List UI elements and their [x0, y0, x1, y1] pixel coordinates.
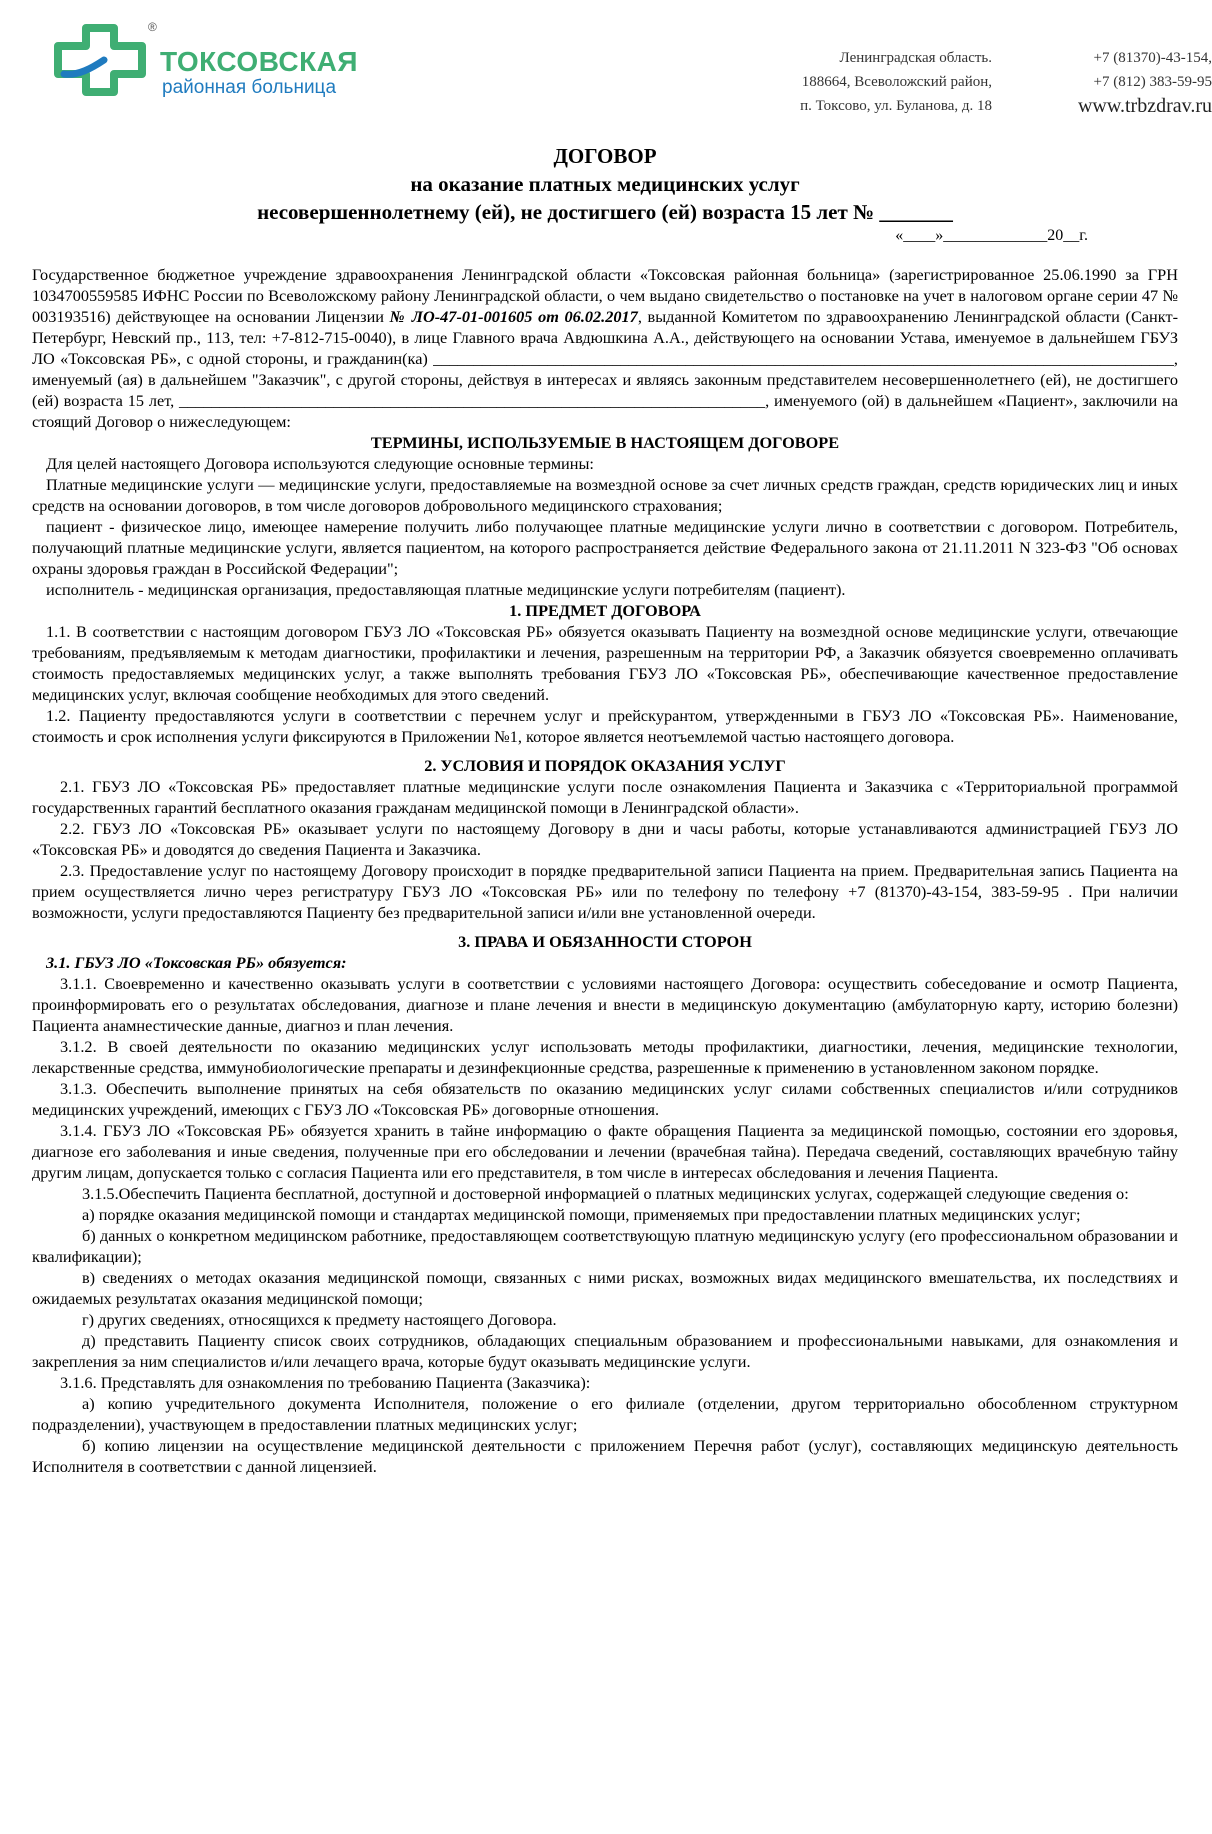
hospital-contacts: [1022, 46, 1212, 118]
list-item: г) других сведениях, относящихся к предмету настоящего Договора.: [82, 1310, 557, 1329]
contract-date: «____»_____________20__г.: [895, 227, 1088, 244]
title-line: несовершеннолетнему (ей), не достигшего (ей) возраста 15 лет № _______: [257, 200, 953, 224]
clause-3-1-6: 3.1.6. Представлять для ознакомления по требованию Пациента (Заказчика):: [60, 1373, 591, 1392]
clause-3-1-2: 3.1.2. В своей деятельности по оказанию медицинских услуг использовать методы профилактики, диагностики, лечения, медицинские технологии, лекарственные средства, иммунобиологические препараты и дезинфекционные средства, разрешенные к применению в установленном законом порядке.: [32, 1037, 1178, 1077]
intro-paragraph: Государственное бюджетное учреждение здравоохранения Ленинградской области «Токсовская районная больница» (зарегистрированное 25.06.1990 за ГРН 1034700559585 ИФНС России по Всеволожскому району Ленинградской области, о чем выдано свидетельство о постановке на учет в налоговом органе серии 47 № 003193516) действующее на основании Лицензии № ЛО-47-01-001605 от 06.02.2017, выданной Комитетом по здравоохранению Ленинградской области (Санкт-Петербург, Невский пр., 113, тел: +7-812-715-0040), в лице Главного врача Авдюшкина А.А., действующего на основании Устава, именуемое в дальнейшем ГБУЗ ЛО «Токсовская РБ», с одной стороны, и гражданин(ка) ___________________________________________________________________________________________, именуемый (ая) в дальнейшем "Заказчик", с другой стороны, действуя в интересах и являясь законным представителем несовершеннолетнего (ей), не достигшего (ей) возраста 15 лет, ________________________________________________________________________, именуемого (ой) в дальнейшем «Пациент», заключили на стоящий Договор о нижеследующем:: [32, 265, 1178, 431]
clause-1-1: 1.1. В соответствии с настоящим договором ГБУЗ ЛО «Токсовская РБ» обязуется оказывать Пациенту на возмездной основе медицинские услуги, отвечающие требованиям, предъявляемым к методам диагностики, профилактики и лечения, разрешенным на территории РФ, а Заказчик обязуется своевременно оплачивать стоимость предоставляемых медицинских услуг, а также выполнять требования ГБУЗ ЛО «Токсовская РБ», обеспечивающие качественное предоставление медицинских услуг, включая сообщение необходимых для этого сведений.: [32, 622, 1178, 704]
clause-3-1-5: 3.1.5.Обеспечить Пациента бесплатной, доступной и достоверной информацией о платных медицинских услугах, содержащей следующие сведения о:: [82, 1184, 1129, 1203]
registered-mark: ®: [148, 20, 157, 34]
list-item: д) представить Пациенту список своих сотрудников, обладающих специальным образованием и профессиональными навыками, для ознакомления и закрепления за ним специалистов и/или лечащего врача, которые будут оказывать медицинские услуги.: [32, 1331, 1178, 1371]
terms-heading: ТЕРМИНЫ, ИСПОЛЬЗУЕМЫЕ В НАСТОЯЩЕМ ДОГОВОРЕ: [370, 433, 840, 452]
document-title: [32, 142, 1178, 226]
hospital-address: [692, 46, 992, 118]
letterhead: [32, 0, 1212, 120]
list-item: а) порядке оказания медицинской помощи и стандартах медицинской помощи, применяемых при предоставлении платных медицинских услуг;: [82, 1205, 1081, 1224]
list-item: б) копию лицензии на осуществление медицинской деятельности с приложением Перечня работ (услуг), составляющих медицинскую деятельность Исполнителя в соответствии с данной лицензией.: [32, 1436, 1178, 1476]
section-3-1-subheading: 3.1. ГБУЗ ЛО «Токсовская РБ» обязуется:: [46, 953, 347, 972]
terms-paragraph: пациент - физическое лицо, имеющее намерение получить либо получающее платные медицинские услуги лично в соответствии с договором. Потребитель, получающий платные медицинские услуги, является пациентом, на которого распространяется действие Федерального закона от 21.11.2011 N 323-ФЗ "Об основах охраны здоровья граждан в Российской Федерации";: [32, 517, 1178, 578]
clause-2-1: 2.1. ГБУЗ ЛО «Токсовская РБ» предоставляет платные медицинские услуги после ознакомления Пациента и Заказчика с «Территориальной программой государственных гарантий бесплатного оказания гражданам медицинской помощи в Ленинградской области».: [32, 777, 1178, 817]
clause-2-2: 2.2. ГБУЗ ЛО «Токсовская РБ» оказывает услуги по настоящему Договору в дни и часы работы, которые устанавливаются администрацией ГБУЗ ЛО «Токсовская РБ» и доводятся до сведения Пациента и Заказчика.: [32, 819, 1178, 859]
address-line: Ленинградская область.: [839, 50, 992, 66]
section-1-heading: 1. ПРЕДМЕТ ДОГОВОРА: [509, 601, 701, 620]
website-link[interactable]: www.trbzdrav.ru: [1077, 95, 1212, 117]
list-item: а) копию учредительного документа Исполнителя, положение о его филиале (отделении, другом территориально обособленном структурном подразделении), участвующем в предоставлении платных медицинских услуг;: [32, 1394, 1178, 1434]
contract-body: [32, 264, 1178, 1477]
phone-number: +7 (812) 383-59-95: [1093, 74, 1212, 90]
medical-cross-icon: [52, 24, 148, 96]
clause-3-1-4: 3.1.4. ГБУЗ ЛО «Токсовская РБ» обязуется хранить в тайне информацию о факте обращения Пациента за медицинской помощью, состоянии его здоровья, диагнозе его заболевания и иные сведения, полученные при его обследовании и лечении (врачебная тайна). Передача сведений, составляющих врачебную тайну другим лицам, допускается только с согласия Пациента или его представителя, в том числе в интересах обследования и лечения Пациента.: [32, 1121, 1178, 1182]
address-line: п. Токсово, ул. Буланова, д. 18: [800, 98, 992, 114]
title-line: на оказание платных медицинских услуг: [410, 172, 800, 196]
title-line: ДОГОВОР: [553, 144, 657, 168]
hospital-logo: [52, 20, 392, 100]
list-item: в) сведениях о методах оказания медицинской помощи, связанных с ними рисках, возможных видах медицинского вмешательства, их последствиях и ожидаемых результатах оказания медицинской помощи;: [32, 1268, 1178, 1308]
clause-2-3: 2.3. Предоставление услуг по настоящему Договору происходит в порядке предварительной записи Пациента на прием. Предварительная запись Пациента на прием осуществляется лично через регистратуру ГБУЗ ЛО «Токсовская РБ» или по телефону по телефону +7 (81370)-43-154, 383-59-95 . При наличии возможности, услуги предоставляются Пациенту без предварительной записи и/или вне установленной очереди.: [32, 861, 1178, 922]
terms-paragraph: исполнитель - медицинская организация, предоставляющая платные медицинские услуги потребителям (пациент).: [46, 580, 846, 599]
section-2-heading: 2. УСЛОВИЯ И ПОРЯДОК ОКАЗАНИЯ УСЛУГ: [424, 756, 786, 775]
clause-1-2: 1.2. Пациенту предоставляются услуги в соответствии с перечнем услуг и прейскурантом, утвержденными в ГБУЗ ЛО «Токсовская РБ». Наименование, стоимость и срок исполнения услуги фиксируются в Приложении №1, которое является неотъемлемой частью настоящего договора.: [32, 706, 1178, 746]
logo-name: ТОКСОВСКАЯ: [160, 46, 359, 77]
license-number: № ЛО-47-01-001605 от 06.02.2017: [389, 307, 638, 326]
clause-3-1-1: 3.1.1. Своевременно и качественно оказывать услуги в соответствии с условиями настоящего Договора: осуществить собеседование и осмотр Пациента, проинформировать его о результатах обследования, диагнозе и плане лечения и внести в медицинскую документацию (амбулаторную карту, историю болезни) Пациента анамнестические данные, диагноз и план лечения.: [32, 974, 1178, 1035]
address-line: 188664, Всеволожский район,: [801, 74, 992, 90]
terms-paragraph: Платные медицинские услуги — медицинские услуги, предоставляемые на возмездной основе за счет личных средств граждан, средств юридических лиц и иных средств на основании договоров, в том числе договоров добровольного медицинского страхования;: [32, 475, 1178, 515]
clause-3-1-3: 3.1.3. Обеспечить выполнение принятых на себя обязательств по оказанию медицинских услуг силами собственных специалистов и/или сотрудников медицинских учреждений, имеющих с ГБУЗ ЛО «Токсовская РБ» договорные отношения.: [32, 1079, 1178, 1119]
phone-number: +7 (81370)-43-154,: [1093, 50, 1212, 66]
list-item: б) данных о конкретном медицинском работнике, предоставляющем соответствующую платную медицинскую услугу (его профессиональном образовании и квалификации);: [32, 1226, 1178, 1266]
section-3-heading: 3. ПРАВА И ОБЯЗАННОСТИ СТОРОН: [458, 932, 752, 951]
terms-paragraph: Для целей настоящего Договора используются следующие основные термины:: [46, 454, 594, 473]
logo-subtitle: районная больница: [162, 77, 337, 98]
